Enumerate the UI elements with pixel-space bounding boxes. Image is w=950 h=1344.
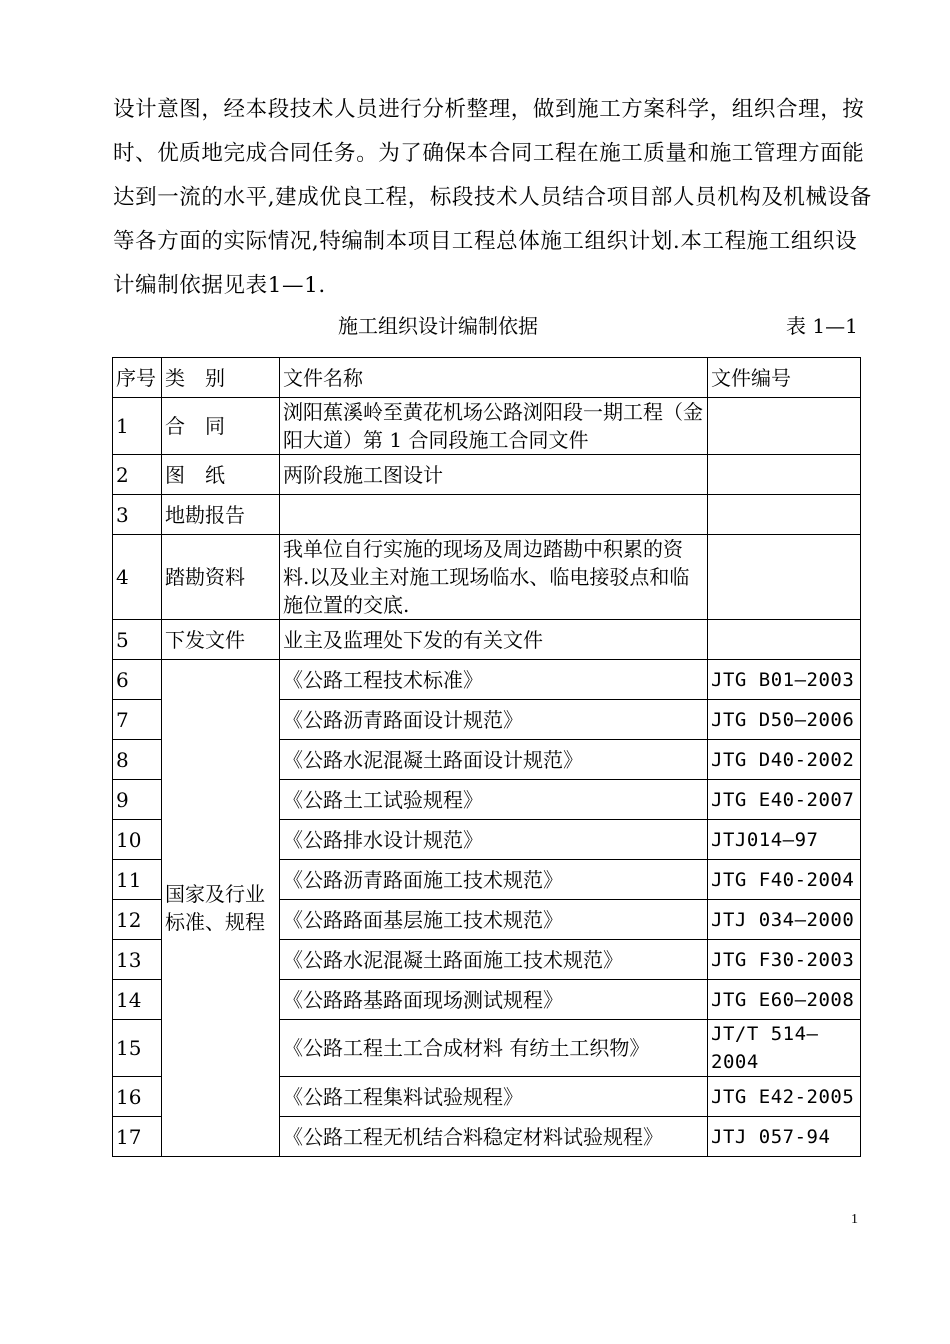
row-category: 下发文件 — [162, 620, 280, 660]
row-code: JTG E40-2007 — [708, 780, 861, 820]
row-name — [280, 495, 708, 535]
row-name: 两阶段施工图设计 — [280, 455, 708, 495]
row-code: JTJ014—97 — [708, 820, 861, 860]
row-code — [708, 535, 861, 620]
row-code: JT/T 514—2004 — [708, 1020, 861, 1077]
row-name: 《公路工程无机结合料稳定材料试验规程》 — [280, 1117, 708, 1157]
row-code: JTJ 034—2000 — [708, 900, 861, 940]
row-name: 业主及监理处下发的有关文件 — [280, 620, 708, 660]
row-code: JTG D50—2006 — [708, 700, 861, 740]
row-no: 11 — [113, 860, 162, 900]
row-code: JTJ 057-94 — [708, 1117, 861, 1157]
row-code: JTG F40-2004 — [708, 860, 861, 900]
row-name: 《公路工程集料试验规程》 — [280, 1077, 708, 1117]
merged-category: 国家及行业标准、规程 — [162, 660, 280, 1157]
row-code: JTG F30-2003 — [708, 940, 861, 980]
row-no: 6 — [113, 660, 162, 700]
table-row — [113, 455, 861, 495]
row-name: 《公路路面基层施工技术规范》 — [280, 900, 708, 940]
row-category: 合 同 — [162, 398, 280, 455]
table-header-row — [113, 358, 861, 398]
page-number: 1 — [851, 1212, 858, 1227]
row-no: 16 — [113, 1077, 162, 1117]
row-no: 1 — [113, 398, 162, 455]
row-code — [708, 455, 861, 495]
table-row — [113, 660, 861, 700]
row-no: 10 — [113, 820, 162, 860]
basis-table — [112, 357, 861, 1157]
row-no: 7 — [113, 700, 162, 740]
table-row — [113, 495, 861, 535]
intro-paragraph: 设计意图，经本段技术人员进行分析整理，做到施工方案科学，组织合理，按时、优质地完成合同任务。为了确保本合同工程在施工质量和施工管理方面能达到一流的水平,建成优良工程，标段技术人员结合项目部人员机构及机械设备等各方面的实际情况,特编制本项目工程总体施工组织计划.本工程施工组织设计编制依据见表1—1. — [113, 97, 872, 298]
header-category: 类 别 — [162, 358, 280, 398]
row-code: JTG E60—2008 — [708, 980, 861, 1020]
row-name: 《公路排水设计规范》 — [280, 820, 708, 860]
header-no: 序号 — [113, 358, 162, 398]
table-row — [113, 535, 861, 620]
row-no: 17 — [113, 1117, 162, 1157]
row-name: 《公路沥青路面设计规范》 — [280, 700, 708, 740]
row-no: 5 — [113, 620, 162, 660]
row-no: 9 — [113, 780, 162, 820]
header-code: 文件编号 — [708, 358, 861, 398]
header-name: 文件名称 — [280, 358, 708, 398]
row-name: 《公路水泥混凝土路面设计规范》 — [280, 740, 708, 780]
row-code: JTG B01—2003 — [708, 660, 861, 700]
row-name: 《公路路基路面现场测试规程》 — [280, 980, 708, 1020]
table-row — [113, 398, 861, 455]
row-code: JTG E42-2005 — [708, 1077, 861, 1117]
table-row — [113, 620, 861, 660]
row-no: 4 — [113, 535, 162, 620]
row-name: 《公路沥青路面施工技术规范》 — [280, 860, 708, 900]
table-number: 表 1—1 — [786, 314, 858, 338]
row-no: 8 — [113, 740, 162, 780]
row-no: 14 — [113, 980, 162, 1020]
row-category: 踏勘资料 — [162, 535, 280, 620]
row-name: 《公路工程土工合成材料 有纺土工织物》 — [280, 1020, 708, 1077]
row-no: 12 — [113, 900, 162, 940]
row-name: 《公路水泥混凝土路面施工技术规范》 — [280, 940, 708, 980]
row-name: 我单位自行实施的现场及周边踏勘中积累的资料.以及业主对施工现场临水、临电接驳点和临施位置的交底. — [280, 535, 708, 620]
row-no: 15 — [113, 1020, 162, 1077]
row-no: 13 — [113, 940, 162, 980]
row-name: 浏阳蕉溪岭至黄花机场公路浏阳段一期工程（金阳大道）第 1 合同段施工合同文件 — [280, 398, 708, 455]
row-category: 图 纸 — [162, 455, 280, 495]
row-code — [708, 620, 861, 660]
row-code — [708, 398, 861, 455]
row-name: 《公路工程技术标准》 — [280, 660, 708, 700]
row-no: 3 — [113, 495, 162, 535]
row-category: 地勘报告 — [162, 495, 280, 535]
row-code: JTG D40-2002 — [708, 740, 861, 780]
row-no: 2 — [113, 455, 162, 495]
row-code — [708, 495, 861, 535]
row-name: 《公路土工试验规程》 — [280, 780, 708, 820]
table-caption: 施工组织设计编制依据 — [338, 314, 538, 338]
